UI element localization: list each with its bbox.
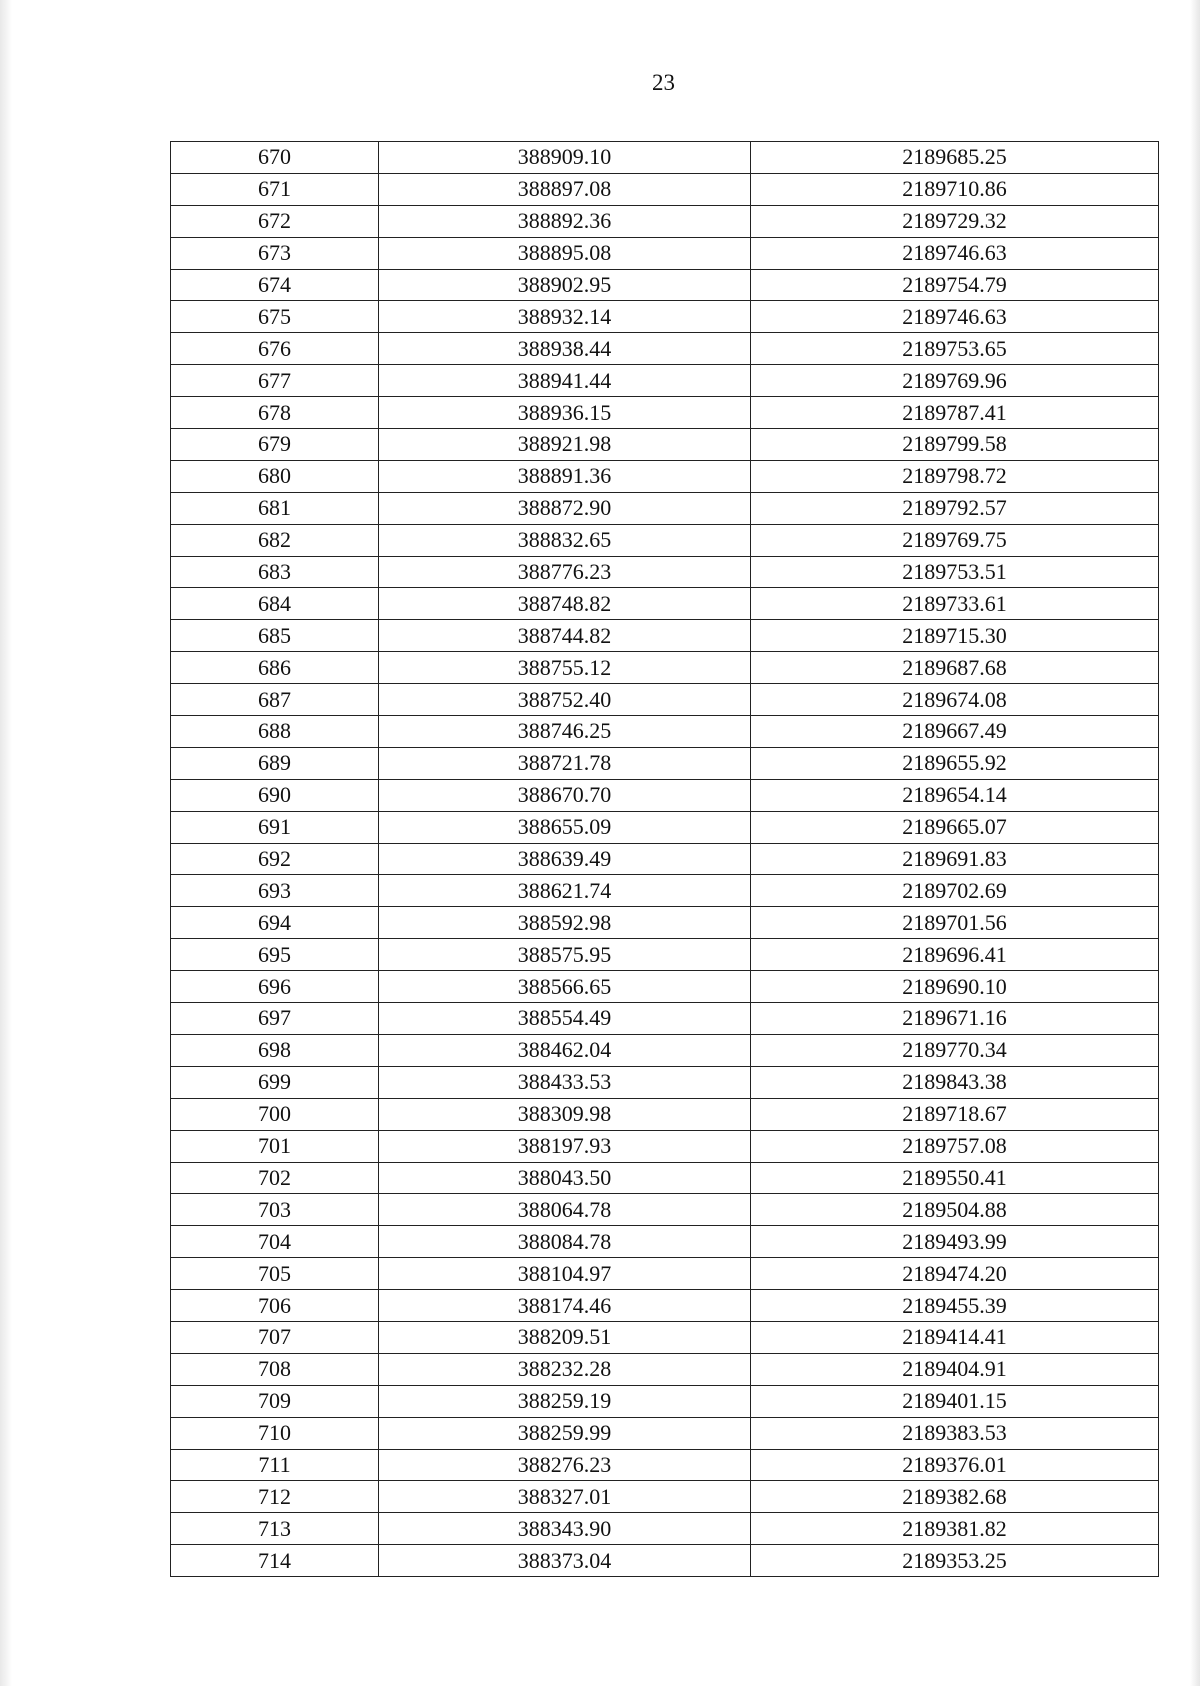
x-coordinate-cell: 388921.98 bbox=[379, 429, 751, 461]
y-coordinate-cell: 2189654.14 bbox=[751, 779, 1159, 811]
scan-edge-right bbox=[1190, 0, 1200, 1686]
y-coordinate-cell: 2189493.99 bbox=[751, 1226, 1159, 1258]
x-coordinate-cell: 388755.12 bbox=[379, 652, 751, 684]
y-coordinate-cell: 2189383.53 bbox=[751, 1417, 1159, 1449]
point-id-cell: 687 bbox=[171, 684, 379, 716]
point-id-cell: 710 bbox=[171, 1417, 379, 1449]
point-id-cell: 699 bbox=[171, 1066, 379, 1098]
table-row bbox=[171, 429, 1159, 461]
x-coordinate-cell: 388566.65 bbox=[379, 971, 751, 1003]
table-row bbox=[171, 939, 1159, 971]
x-coordinate-cell: 388575.95 bbox=[379, 939, 751, 971]
table-row bbox=[171, 1513, 1159, 1545]
table-row bbox=[171, 1417, 1159, 1449]
x-coordinate-cell: 388670.70 bbox=[379, 779, 751, 811]
y-coordinate-cell: 2189843.38 bbox=[751, 1066, 1159, 1098]
point-id-cell: 693 bbox=[171, 875, 379, 907]
table-row bbox=[171, 779, 1159, 811]
table-row bbox=[171, 1226, 1159, 1258]
table-row bbox=[171, 1481, 1159, 1513]
y-coordinate-cell: 2189685.25 bbox=[751, 142, 1159, 174]
table-row bbox=[171, 1194, 1159, 1226]
y-coordinate-cell: 2189550.41 bbox=[751, 1162, 1159, 1194]
y-coordinate-cell: 2189667.49 bbox=[751, 716, 1159, 748]
point-id-cell: 686 bbox=[171, 652, 379, 684]
table-row bbox=[171, 269, 1159, 301]
coordinate-table bbox=[170, 141, 1159, 1577]
x-coordinate-cell: 388174.46 bbox=[379, 1290, 751, 1322]
y-coordinate-cell: 2189715.30 bbox=[751, 620, 1159, 652]
x-coordinate-cell: 388932.14 bbox=[379, 301, 751, 333]
x-coordinate-cell: 388232.28 bbox=[379, 1353, 751, 1385]
x-coordinate-cell: 388104.97 bbox=[379, 1258, 751, 1290]
y-coordinate-cell: 2189696.41 bbox=[751, 939, 1159, 971]
table-row bbox=[171, 1130, 1159, 1162]
point-id-cell: 704 bbox=[171, 1226, 379, 1258]
x-coordinate-cell: 388462.04 bbox=[379, 1034, 751, 1066]
x-coordinate-cell: 388373.04 bbox=[379, 1545, 751, 1577]
x-coordinate-cell: 388433.53 bbox=[379, 1066, 751, 1098]
y-coordinate-cell: 2189382.68 bbox=[751, 1481, 1159, 1513]
y-coordinate-cell: 2189687.68 bbox=[751, 652, 1159, 684]
y-coordinate-cell: 2189770.34 bbox=[751, 1034, 1159, 1066]
point-id-cell: 670 bbox=[171, 142, 379, 174]
table-row bbox=[171, 811, 1159, 843]
table-row bbox=[171, 747, 1159, 779]
point-id-cell: 701 bbox=[171, 1130, 379, 1162]
x-coordinate-cell: 388897.08 bbox=[379, 173, 751, 205]
page-number: 23 bbox=[652, 70, 675, 95]
table-row bbox=[171, 333, 1159, 365]
y-coordinate-cell: 2189753.51 bbox=[751, 556, 1159, 588]
y-coordinate-cell: 2189474.20 bbox=[751, 1258, 1159, 1290]
y-coordinate-cell: 2189455.39 bbox=[751, 1290, 1159, 1322]
x-coordinate-cell: 388327.01 bbox=[379, 1481, 751, 1513]
y-coordinate-cell: 2189671.16 bbox=[751, 1003, 1159, 1035]
x-coordinate-cell: 388621.74 bbox=[379, 875, 751, 907]
point-id-cell: 694 bbox=[171, 907, 379, 939]
point-id-cell: 673 bbox=[171, 237, 379, 269]
y-coordinate-cell: 2189414.41 bbox=[751, 1321, 1159, 1353]
y-coordinate-cell: 2189799.58 bbox=[751, 429, 1159, 461]
y-coordinate-cell: 2189792.57 bbox=[751, 492, 1159, 524]
x-coordinate-cell: 388891.36 bbox=[379, 460, 751, 492]
point-id-cell: 703 bbox=[171, 1194, 379, 1226]
point-id-cell: 707 bbox=[171, 1321, 379, 1353]
y-coordinate-cell: 2189401.15 bbox=[751, 1385, 1159, 1417]
point-id-cell: 697 bbox=[171, 1003, 379, 1035]
table-row bbox=[171, 620, 1159, 652]
point-id-cell: 713 bbox=[171, 1513, 379, 1545]
y-coordinate-cell: 2189746.63 bbox=[751, 237, 1159, 269]
y-coordinate-cell: 2189710.86 bbox=[751, 173, 1159, 205]
x-coordinate-cell: 388892.36 bbox=[379, 205, 751, 237]
x-coordinate-cell: 388064.78 bbox=[379, 1194, 751, 1226]
y-coordinate-cell: 2189674.08 bbox=[751, 684, 1159, 716]
x-coordinate-cell: 388084.78 bbox=[379, 1226, 751, 1258]
y-coordinate-cell: 2189376.01 bbox=[751, 1449, 1159, 1481]
point-id-cell: 671 bbox=[171, 173, 379, 205]
y-coordinate-cell: 2189769.75 bbox=[751, 524, 1159, 556]
x-coordinate-cell: 388259.99 bbox=[379, 1417, 751, 1449]
point-id-cell: 672 bbox=[171, 205, 379, 237]
x-coordinate-cell: 388744.82 bbox=[379, 620, 751, 652]
x-coordinate-cell: 388197.93 bbox=[379, 1130, 751, 1162]
x-coordinate-cell: 388872.90 bbox=[379, 492, 751, 524]
table-row bbox=[171, 1098, 1159, 1130]
table-row bbox=[171, 1290, 1159, 1322]
table-row bbox=[171, 524, 1159, 556]
table-row bbox=[171, 1353, 1159, 1385]
point-id-cell: 714 bbox=[171, 1545, 379, 1577]
table-row bbox=[171, 1385, 1159, 1417]
x-coordinate-cell: 388895.08 bbox=[379, 237, 751, 269]
table-row bbox=[171, 1545, 1159, 1577]
y-coordinate-cell: 2189404.91 bbox=[751, 1353, 1159, 1385]
table-row bbox=[171, 875, 1159, 907]
y-coordinate-cell: 2189798.72 bbox=[751, 460, 1159, 492]
y-coordinate-cell: 2189702.69 bbox=[751, 875, 1159, 907]
y-coordinate-cell: 2189665.07 bbox=[751, 811, 1159, 843]
table-row bbox=[171, 301, 1159, 333]
y-coordinate-cell: 2189381.82 bbox=[751, 1513, 1159, 1545]
point-id-cell: 679 bbox=[171, 429, 379, 461]
y-coordinate-cell: 2189787.41 bbox=[751, 397, 1159, 429]
point-id-cell: 712 bbox=[171, 1481, 379, 1513]
table-row bbox=[171, 492, 1159, 524]
scan-edge-left bbox=[0, 0, 12, 1686]
x-coordinate-cell: 388748.82 bbox=[379, 588, 751, 620]
y-coordinate-cell: 2189691.83 bbox=[751, 843, 1159, 875]
table-row bbox=[171, 716, 1159, 748]
table-row bbox=[171, 1162, 1159, 1194]
point-id-cell: 709 bbox=[171, 1385, 379, 1417]
table-row bbox=[171, 1449, 1159, 1481]
point-id-cell: 698 bbox=[171, 1034, 379, 1066]
x-coordinate-cell: 388309.98 bbox=[379, 1098, 751, 1130]
point-id-cell: 689 bbox=[171, 747, 379, 779]
table-row bbox=[171, 843, 1159, 875]
point-id-cell: 683 bbox=[171, 556, 379, 588]
x-coordinate-cell: 388043.50 bbox=[379, 1162, 751, 1194]
y-coordinate-cell: 2189353.25 bbox=[751, 1545, 1159, 1577]
point-id-cell: 688 bbox=[171, 716, 379, 748]
table-row bbox=[171, 1034, 1159, 1066]
table-row bbox=[171, 365, 1159, 397]
x-coordinate-cell: 388554.49 bbox=[379, 1003, 751, 1035]
y-coordinate-cell: 2189733.61 bbox=[751, 588, 1159, 620]
table-row bbox=[171, 588, 1159, 620]
point-id-cell: 691 bbox=[171, 811, 379, 843]
point-id-cell: 690 bbox=[171, 779, 379, 811]
table-row bbox=[171, 1321, 1159, 1353]
x-coordinate-cell: 388209.51 bbox=[379, 1321, 751, 1353]
table-row bbox=[171, 460, 1159, 492]
table-row bbox=[171, 907, 1159, 939]
point-id-cell: 676 bbox=[171, 333, 379, 365]
table-row bbox=[171, 205, 1159, 237]
point-id-cell: 708 bbox=[171, 1353, 379, 1385]
x-coordinate-cell: 388909.10 bbox=[379, 142, 751, 174]
point-id-cell: 675 bbox=[171, 301, 379, 333]
table-row bbox=[171, 971, 1159, 1003]
y-coordinate-cell: 2189655.92 bbox=[751, 747, 1159, 779]
y-coordinate-cell: 2189690.10 bbox=[751, 971, 1159, 1003]
point-id-cell: 684 bbox=[171, 588, 379, 620]
point-id-cell: 685 bbox=[171, 620, 379, 652]
point-id-cell: 681 bbox=[171, 492, 379, 524]
y-coordinate-cell: 2189754.79 bbox=[751, 269, 1159, 301]
y-coordinate-cell: 2189753.65 bbox=[751, 333, 1159, 365]
table-row bbox=[171, 1003, 1159, 1035]
table-row bbox=[171, 173, 1159, 205]
table-row bbox=[171, 652, 1159, 684]
point-id-cell: 711 bbox=[171, 1449, 379, 1481]
y-coordinate-cell: 2189504.88 bbox=[751, 1194, 1159, 1226]
point-id-cell: 705 bbox=[171, 1258, 379, 1290]
y-coordinate-cell: 2189746.63 bbox=[751, 301, 1159, 333]
x-coordinate-cell: 388259.19 bbox=[379, 1385, 751, 1417]
point-id-cell: 678 bbox=[171, 397, 379, 429]
point-id-cell: 695 bbox=[171, 939, 379, 971]
point-id-cell: 702 bbox=[171, 1162, 379, 1194]
point-id-cell: 677 bbox=[171, 365, 379, 397]
x-coordinate-cell: 388902.95 bbox=[379, 269, 751, 301]
y-coordinate-cell: 2189729.32 bbox=[751, 205, 1159, 237]
table-row bbox=[171, 1066, 1159, 1098]
table-row bbox=[171, 237, 1159, 269]
point-id-cell: 680 bbox=[171, 460, 379, 492]
table-row bbox=[171, 684, 1159, 716]
x-coordinate-cell: 388936.15 bbox=[379, 397, 751, 429]
x-coordinate-cell: 388655.09 bbox=[379, 811, 751, 843]
x-coordinate-cell: 388639.49 bbox=[379, 843, 751, 875]
x-coordinate-cell: 388276.23 bbox=[379, 1449, 751, 1481]
point-id-cell: 696 bbox=[171, 971, 379, 1003]
y-coordinate-cell: 2189757.08 bbox=[751, 1130, 1159, 1162]
x-coordinate-cell: 388941.44 bbox=[379, 365, 751, 397]
x-coordinate-cell: 388343.90 bbox=[379, 1513, 751, 1545]
coordinate-table-body bbox=[171, 142, 1159, 1577]
table-row bbox=[171, 397, 1159, 429]
x-coordinate-cell: 388746.25 bbox=[379, 716, 751, 748]
y-coordinate-cell: 2189718.67 bbox=[751, 1098, 1159, 1130]
table-row bbox=[171, 1258, 1159, 1290]
point-id-cell: 692 bbox=[171, 843, 379, 875]
x-coordinate-cell: 388938.44 bbox=[379, 333, 751, 365]
x-coordinate-cell: 388592.98 bbox=[379, 907, 751, 939]
y-coordinate-cell: 2189769.96 bbox=[751, 365, 1159, 397]
x-coordinate-cell: 388752.40 bbox=[379, 684, 751, 716]
x-coordinate-cell: 388721.78 bbox=[379, 747, 751, 779]
point-id-cell: 700 bbox=[171, 1098, 379, 1130]
x-coordinate-cell: 388776.23 bbox=[379, 556, 751, 588]
table-row bbox=[171, 142, 1159, 174]
point-id-cell: 706 bbox=[171, 1290, 379, 1322]
y-coordinate-cell: 2189701.56 bbox=[751, 907, 1159, 939]
point-id-cell: 674 bbox=[171, 269, 379, 301]
x-coordinate-cell: 388832.65 bbox=[379, 524, 751, 556]
point-id-cell: 682 bbox=[171, 524, 379, 556]
table-row bbox=[171, 556, 1159, 588]
